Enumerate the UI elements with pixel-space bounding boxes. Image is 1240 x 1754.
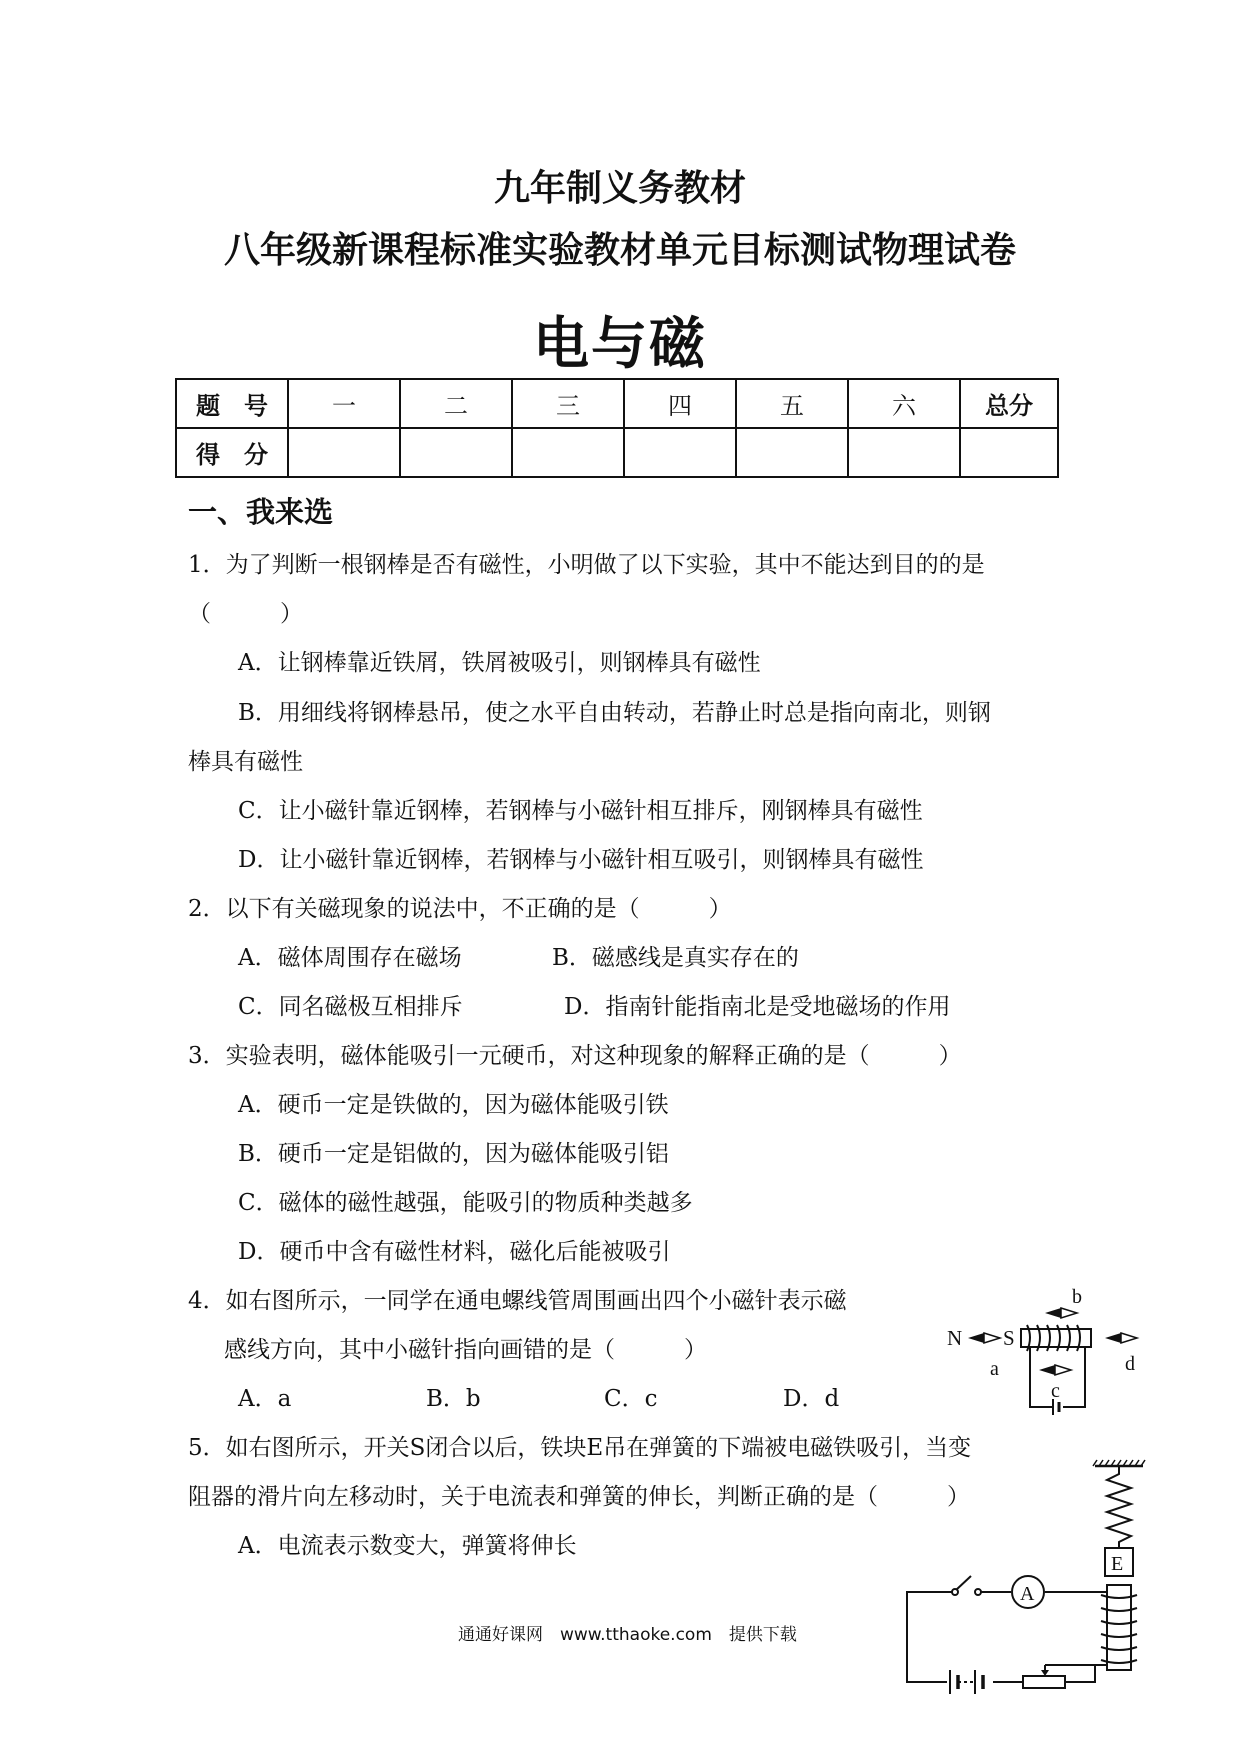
electromagnet (1101, 1585, 1137, 1670)
q1-option-d: D．让小磁针靠近钢棒，若钢棒与小磁针相互吸引，则钢棒具有磁性 (238, 847, 924, 873)
q3-option-c: C．磁体的磁性越强，能吸引的物质种类越多 (238, 1190, 693, 1216)
page-title: 电与磁 (533, 312, 707, 377)
q1-option-b-line2: 棒具有磁性 (188, 749, 303, 775)
q3-option-a: A．硬币一定是铁做的，因为磁体能吸引铁 (238, 1092, 669, 1118)
header-line2: 八年级新课程标准实验教材单元目标测试物理试卷 (223, 230, 1016, 271)
solenoid (1021, 1325, 1091, 1351)
q5-stem-line2: 阻器的滑片向左移动时，关于电流表和弹簧的伸长，判断正确的是（ ） (188, 1484, 970, 1510)
q1-stem-line1: 1．为了判断一根钢棒是否有磁性，小明做了以下实验，其中不能达到目的的是 (188, 552, 985, 578)
score-blank-cell[interactable] (736, 428, 848, 477)
q3-option-d: D．硬币中含有磁性材料，磁化后能被吸引 (238, 1239, 671, 1265)
score-table-score-row (176, 428, 1058, 477)
score-cell: 二 (400, 379, 512, 428)
q5-option-a: A．电流表示数变大，弹簧将伸长 (238, 1533, 577, 1559)
q4-option-c: C．c (604, 1386, 658, 1412)
q1-option-b-line1: B．用细线将钢棒悬吊，使之水平自由转动，若静止时总是指向南北，则钢 (238, 700, 991, 726)
score-blank-cell[interactable] (960, 428, 1058, 477)
q5-stem-line1: 5．如右图所示，开关S闭合以后，铁块E吊在弹簧的下端被电磁铁吸引，当变 (188, 1435, 972, 1461)
score-blank-cell[interactable] (288, 428, 400, 477)
q1-stem-line2: （ ） (188, 601, 303, 627)
q4-option-a: A．a (238, 1386, 292, 1412)
spring (1107, 1466, 1131, 1548)
score-row-label: 得 分 (176, 428, 288, 477)
compass-needle-a (968, 1333, 1000, 1343)
q4-option-b: B．b (426, 1386, 481, 1412)
q4-label-c: c (1051, 1380, 1060, 1402)
q3-stem: 3．实验表明，磁体能吸引一元硬币，对这种现象的解释正确的是（ ） (188, 1043, 962, 1069)
q5-label-E: E (1111, 1553, 1124, 1575)
q1-option-c: C．让小磁针靠近钢棒，若钢棒与小磁针相互排斥，刚钢棒具有磁性 (238, 798, 923, 824)
q4-label-b: b (1072, 1286, 1082, 1308)
compass-needle-d (1105, 1333, 1137, 1343)
q4-option-d: D．d (783, 1386, 840, 1412)
q4-label-d: d (1125, 1353, 1135, 1375)
battery-icon (950, 1670, 983, 1694)
q4-label-a: a (990, 1358, 999, 1380)
score-table (175, 378, 1059, 478)
section-heading: 一、我来选 (188, 495, 334, 529)
q4-solenoid-figure (935, 1285, 1155, 1425)
score-blank-cell[interactable] (624, 428, 736, 477)
compass-needle-b (1045, 1308, 1077, 1318)
ceiling-support (1093, 1460, 1145, 1466)
score-cell: 题 号 (176, 379, 288, 428)
footer-source: 通通好课网 www.tthaoke.com 提供下载 (458, 1625, 797, 1645)
score-cell: 一 (288, 379, 400, 428)
q2-stem: 2．以下有关磁现象的说法中，不正确的是（ ） (188, 896, 732, 922)
score-blank-cell[interactable] (512, 428, 624, 477)
q4-stem-line2: 感线方向，其中小磁针指向画错的是（ ） (224, 1337, 707, 1363)
compass-needle-c (1039, 1365, 1071, 1375)
switch-icon (952, 1576, 981, 1595)
q5-label-A: A (1020, 1583, 1035, 1605)
score-cell: 总分 (960, 379, 1058, 428)
score-cell: 六 (848, 379, 960, 428)
q1-option-a: A．让钢棒靠近铁屑，铁屑被吸引，则钢棒具有磁性 (238, 650, 761, 676)
q2-option-d: D．指南针能指南北是受地磁场的作用 (564, 994, 951, 1020)
score-cell: 四 (624, 379, 736, 428)
score-blank-cell[interactable] (400, 428, 512, 477)
q4-stem-line1: 4．如右图所示，一同学在通电螺线管周围画出四个小磁针表示磁 (188, 1288, 847, 1314)
q2-option-a: A．磁体周围存在磁场 (238, 945, 462, 971)
q3-option-b: B．硬币一定是铝做的，因为磁体能吸引铝 (238, 1141, 669, 1167)
header-line1: 九年制义务教材 (493, 168, 746, 209)
q4-label-S: S (1003, 1326, 1015, 1350)
q2-option-b: B．磁感线是真实存在的 (552, 945, 799, 971)
score-cell: 五 (736, 379, 848, 428)
q5-electromagnet-figure (895, 1460, 1155, 1700)
score-blank-cell[interactable] (848, 428, 960, 477)
q5-circuit-wire (907, 1592, 953, 1682)
q5-circuit-wire (1065, 1665, 1107, 1682)
score-table-header-row (176, 379, 1058, 428)
score-cell: 三 (512, 379, 624, 428)
rheostat-icon (1023, 1665, 1095, 1688)
q4-label-N: N (947, 1326, 963, 1350)
q2-option-c: C．同名磁极互相排斥 (238, 994, 463, 1020)
